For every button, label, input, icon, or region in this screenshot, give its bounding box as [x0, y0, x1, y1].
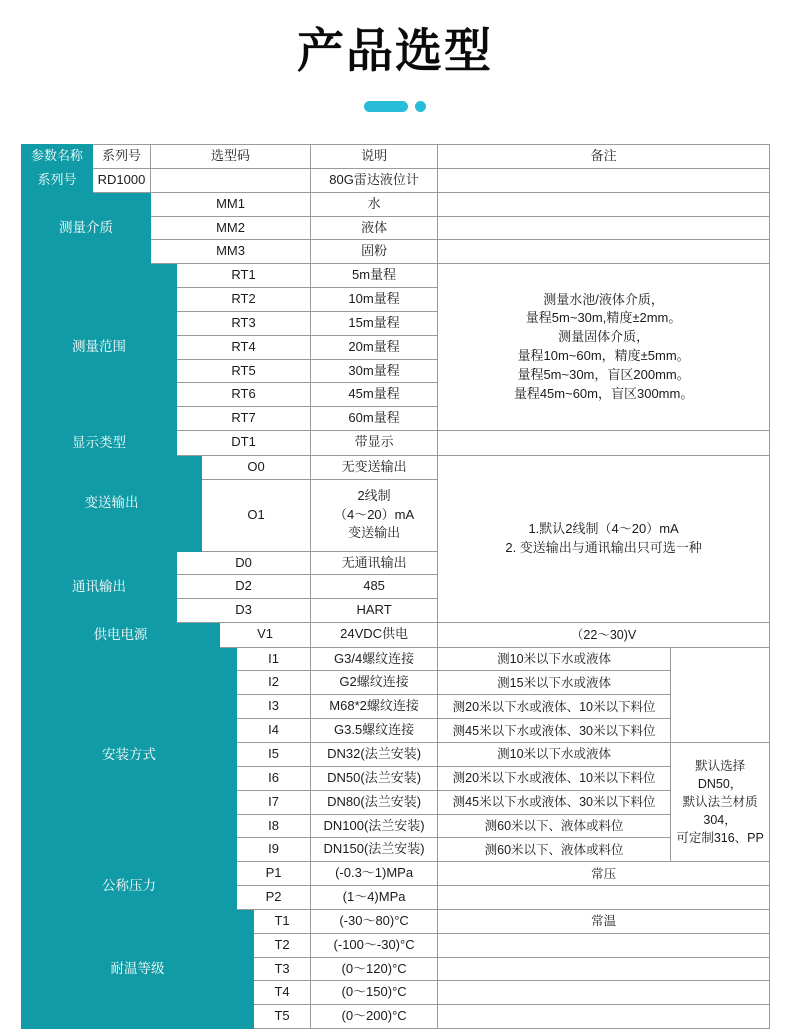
section-label-comm-output: 通讯输出 [22, 551, 177, 623]
pressure-code-p2: P2 [237, 886, 311, 910]
comm-desc-d3: HART [311, 599, 438, 623]
table-row [22, 455, 770, 479]
transmit-code-o1: O1 [202, 479, 311, 551]
col-header-param-name: 参数名称 [22, 145, 93, 169]
range-desc-rt3: 15m量程 [311, 311, 438, 335]
temp-code-t3: T3 [254, 957, 311, 981]
install-desc-i5: DN32(法兰安装) [311, 743, 438, 767]
temp-code-t4: T4 [254, 981, 311, 1005]
comm-desc-d0: 无通讯输出 [311, 551, 438, 575]
install-note-sub-empty [671, 647, 770, 742]
col-header-description: 说明 [311, 145, 438, 169]
col-header-remark: 备注 [438, 145, 770, 169]
temp-note-t1: 常温 [438, 909, 770, 933]
page-header [0, 0, 790, 113]
install-code-i6: I6 [237, 766, 311, 790]
display-desc-dt1: 带显示 [311, 431, 438, 456]
install-desc-i8: DN100(法兰安装) [311, 814, 438, 838]
temp-desc-t3: (0～120)°C [311, 957, 438, 981]
pressure-note-p1: 常压 [438, 862, 770, 886]
temp-desc-t2: (-100～-30)°C [311, 933, 438, 957]
section-label-nominal-pressure: 公称压力 [22, 862, 237, 910]
medium-note-mm3 [438, 240, 770, 264]
install-note-i6: 测20米以下水或液体、10米以下料位 [438, 766, 671, 790]
range-desc-rt4: 20m量程 [311, 335, 438, 359]
temp-desc-t5: (0～200)°C [311, 1005, 438, 1029]
install-desc-i7: DN80(法兰安装) [311, 790, 438, 814]
table-row [22, 909, 770, 933]
transmit-desc-line: 2线制 [357, 487, 391, 503]
install-desc-i4: G3.5螺纹连接 [311, 719, 438, 743]
transmit-desc-o0: 无变送输出 [311, 455, 438, 479]
range-code-rt5: RT5 [177, 359, 311, 383]
comm-code-d0: D0 [177, 551, 311, 575]
install-code-i9: I9 [237, 838, 311, 862]
range-note-line: 量程5m~30m，盲区200mm。 [517, 367, 690, 383]
series-number-value: RD1000 [93, 168, 151, 192]
install-note-i7: 测45米以下水或液体、30米以下料位 [438, 790, 671, 814]
comm-code-d2: D2 [177, 575, 311, 599]
pressure-note-p2 [438, 886, 770, 910]
power-note-v1: （22～30)V [438, 623, 770, 648]
medium-desc-mm2: 液体 [311, 216, 438, 240]
display-note-dt1 [438, 431, 770, 456]
display-code-dt1: DT1 [177, 431, 311, 456]
specification-table-wrapper [21, 144, 769, 1029]
temp-note-t5 [438, 1005, 770, 1029]
install-note-i4: 测45米以下水或液体、30米以下料位 [438, 719, 671, 743]
range-note-line: 测量固体介质， [558, 329, 650, 345]
temp-note-t4 [438, 981, 770, 1005]
install-note-sub-line: 304， [703, 813, 737, 828]
table-row [22, 192, 770, 216]
range-desc-rt7: 60m量程 [311, 407, 438, 431]
section-label-installation: 安装方式 [22, 647, 237, 862]
pressure-code-p1: P1 [237, 862, 311, 886]
comm-code-d3: D3 [177, 599, 311, 623]
range-note-line: 测量水池/液体介质， [543, 291, 664, 307]
section-label-medium: 测量介质 [22, 192, 151, 264]
install-note-i5: 测10米以下水或液体 [438, 743, 671, 767]
series-code-cell [151, 168, 311, 192]
section-label-transmit-output: 变送输出 [22, 455, 202, 551]
transmit-desc-o1 [311, 479, 438, 551]
install-note-i3: 测20米以下水或液体、10米以下料位 [438, 695, 671, 719]
install-code-i1: I1 [237, 647, 311, 671]
range-code-rt7: RT7 [177, 407, 311, 431]
series-desc: 80G雷达液位计 [311, 168, 438, 192]
section-label-series: 系列号 [22, 168, 93, 192]
section-label-display: 显示类型 [22, 431, 177, 456]
transmit-desc-line: 变送输出 [348, 525, 401, 541]
transmit-note-line: 2. 变送输出与通讯输出只可选一种 [505, 539, 702, 555]
install-code-i5: I5 [237, 743, 311, 767]
install-note-i1: 测10米以下水或液体 [438, 647, 671, 671]
table-row [22, 862, 770, 886]
temp-code-t1: T1 [254, 909, 311, 933]
power-desc-v1: 24VDC供电 [311, 623, 438, 648]
temp-code-t5: T5 [254, 1005, 311, 1029]
range-note-block [438, 264, 770, 431]
medium-code-mm1: MM1 [151, 192, 311, 216]
comm-desc-d2: 485 [311, 575, 438, 599]
range-note-line: 量程45m~60m，盲区300mm。 [513, 385, 694, 401]
range-desc-rt1: 5m量程 [311, 264, 438, 288]
range-desc-rt5: 30m量程 [311, 359, 438, 383]
install-note-sub-line: DN50， [697, 776, 743, 791]
medium-code-mm2: MM2 [151, 216, 311, 240]
title-decoration [0, 101, 790, 113]
install-code-i4: I4 [237, 719, 311, 743]
medium-note-mm2 [438, 216, 770, 240]
install-note-i2: 测15米以下水或液体 [438, 671, 671, 695]
temp-note-t2 [438, 933, 770, 957]
install-desc-i3: M68*2螺纹连接 [311, 695, 438, 719]
install-note-sub-line: 默认法兰材质 [682, 795, 758, 810]
deco-pill-icon [364, 101, 408, 112]
install-note-i8: 测60米以下、液体或料位 [438, 814, 671, 838]
install-code-i7: I7 [237, 790, 311, 814]
range-code-rt3: RT3 [177, 311, 311, 335]
range-code-rt6: RT6 [177, 383, 311, 407]
install-desc-i2: G2螺纹连接 [311, 671, 438, 695]
transmit-note-line: 1.默认2线制（4～20）mA [528, 521, 679, 537]
series-note [438, 168, 770, 192]
deco-dot-icon [415, 101, 426, 112]
col-header-series-no: 系列号 [93, 145, 151, 169]
table-row [22, 264, 770, 288]
install-note-i9: 测60米以下、液体或料位 [438, 838, 671, 862]
medium-desc-mm1: 水 [311, 192, 438, 216]
section-label-power-supply: 供电电源 [22, 623, 220, 648]
temp-code-t2: T2 [254, 933, 311, 957]
range-desc-rt2: 10m量程 [311, 288, 438, 312]
medium-note-mm1 [438, 192, 770, 216]
install-note-sub-line: 可定制316、PP [676, 831, 764, 846]
section-label-range: 测量范围 [22, 264, 177, 431]
range-desc-rt6: 45m量程 [311, 383, 438, 407]
range-code-rt1: RT1 [177, 264, 311, 288]
table-row [22, 647, 770, 671]
range-code-rt4: RT4 [177, 335, 311, 359]
install-code-i3: I3 [237, 695, 311, 719]
transmit-desc-line: （4～20）mA [333, 506, 415, 522]
medium-desc-mm3: 固粉 [311, 240, 438, 264]
power-code-v1: V1 [220, 623, 311, 648]
install-code-i2: I2 [237, 671, 311, 695]
install-note-sub-block [671, 743, 770, 862]
temp-desc-t1: (-30～80)°C [311, 909, 438, 933]
temp-desc-t4: (0～150)°C [311, 981, 438, 1005]
specification-table [21, 144, 770, 1029]
pressure-desc-p2: (1～4)MPa [311, 886, 438, 910]
section-label-temperature-grade: 耐温等级 [22, 909, 254, 1028]
temp-note-t3 [438, 957, 770, 981]
transmit-comm-note-block [438, 455, 770, 622]
table-row [22, 431, 770, 456]
range-note-line: 量程5m~30m,精度±2mm。 [525, 310, 682, 326]
install-code-i8: I8 [237, 814, 311, 838]
range-note-line: 量程10m~60m，精度±5mm。 [517, 348, 690, 364]
transmit-code-o0: O0 [202, 455, 311, 479]
table-header-row [22, 145, 770, 169]
page-title: 产品选型 [297, 24, 493, 77]
col-header-selection-code: 选型码 [151, 145, 311, 169]
medium-code-mm3: MM3 [151, 240, 311, 264]
install-desc-i6: DN50(法兰安装) [311, 766, 438, 790]
install-desc-i9: DN150(法兰安装) [311, 838, 438, 862]
range-code-rt2: RT2 [177, 288, 311, 312]
pressure-desc-p1: (-0.3～1)MPa [311, 862, 438, 886]
table-row [22, 623, 770, 648]
install-note-sub-line: 默认选择 [695, 758, 746, 773]
install-desc-i1: G3/4螺纹连接 [311, 647, 438, 671]
table-row [22, 168, 770, 192]
